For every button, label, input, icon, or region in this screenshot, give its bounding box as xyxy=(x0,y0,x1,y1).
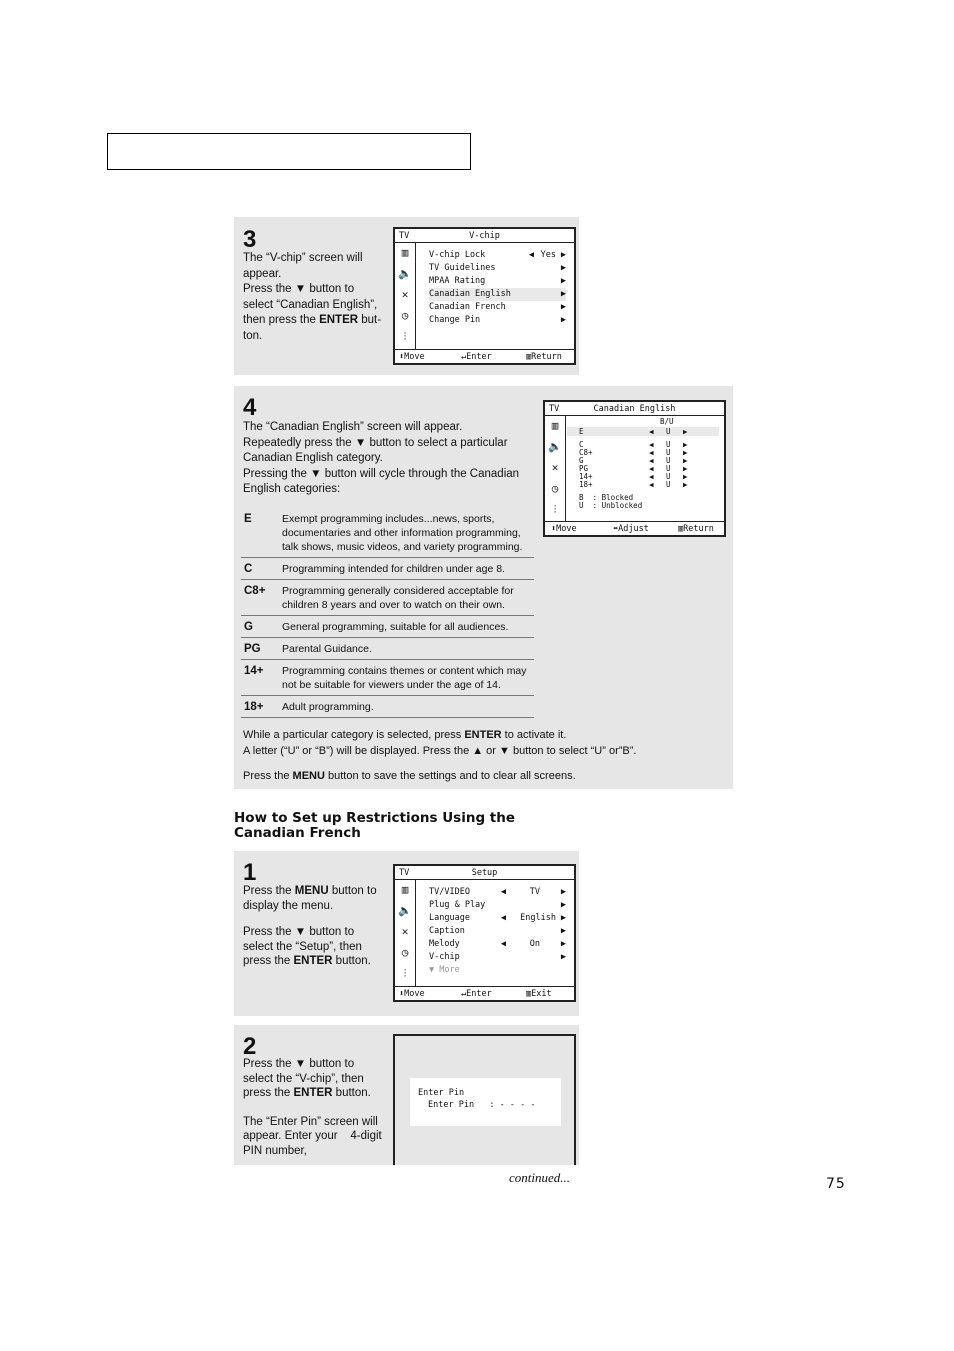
return-hint: ▥Return xyxy=(678,524,714,534)
osd-item: V-chip ▶ xyxy=(429,952,566,962)
osd-item: Plug & Play ▶ xyxy=(429,900,566,910)
step2-number: 2 xyxy=(243,1033,257,1060)
osd-item: Canadian French ▶ xyxy=(429,302,566,312)
antenna-icon: ✕ xyxy=(401,288,409,301)
clock-icon: ◷ xyxy=(551,482,559,495)
osd-title: Canadian English xyxy=(593,404,676,414)
step3-number: 3 xyxy=(243,226,257,253)
rating-row: C ◀ U ▶ xyxy=(579,440,688,449)
osd-item: TV Guidelines ▶ xyxy=(429,263,566,273)
settings-icon: ⫶ xyxy=(553,503,557,516)
header-box xyxy=(107,133,471,170)
enter-hint: ↵Enter xyxy=(461,352,492,362)
tv-menu-icon: ▥ xyxy=(551,419,559,432)
rating-row: G ◀ U ▶ xyxy=(579,456,688,465)
step4-number: 4 xyxy=(243,394,257,421)
osd-tv-label: TV xyxy=(399,231,410,241)
osd-item: TV/VIDEO ◀ TV ▶ xyxy=(429,887,566,897)
adjust-hint: ⬌Adjust xyxy=(613,524,649,534)
canadian-english-osd xyxy=(543,400,726,537)
table-row: 14+ Programming contains themes or content which may not be suitable for viewers under the age of 14. xyxy=(241,660,534,696)
setup-osd xyxy=(393,864,576,1002)
osd-title: V-chip xyxy=(469,231,500,241)
speaker-icon: 🔈 xyxy=(398,904,412,917)
clock-icon: ◷ xyxy=(401,946,409,959)
category-table xyxy=(241,508,534,718)
rating-row: C8+ ◀ U ▶ xyxy=(579,448,688,457)
legend-unblocked: U : Unblocked xyxy=(579,501,643,510)
speaker-icon: 🔈 xyxy=(548,440,562,453)
step2-text: Press the ▼ button to select the “V-chip”, then press the ENTER button. The “Enter Pin” screen will appear. Enter your 4-digit PIN number, xyxy=(243,1058,382,1157)
section-title: How to Set up Restrictions Using the Canadian French xyxy=(234,810,516,841)
exit-hint: ▥Exit xyxy=(526,989,552,999)
enter-pin-screen xyxy=(393,1034,576,1165)
osd-item: Melody ◀ On ▶ xyxy=(429,939,566,949)
enter-pin-label: Enter Pin xyxy=(418,1088,465,1098)
move-hint: ⬍Move xyxy=(551,524,577,534)
rating-row: PG ◀ U ▶ xyxy=(579,464,688,473)
vchip-osd xyxy=(393,227,576,365)
speaker-icon: 🔈 xyxy=(398,267,412,280)
osd-item: Language ◀ English ▶ xyxy=(429,913,566,923)
tv-menu-icon: ▥ xyxy=(401,883,409,896)
tv-menu-icon: ▥ xyxy=(401,246,409,259)
rating-row: E ◀ U ▶ xyxy=(579,427,688,436)
settings-icon: ⫶ xyxy=(403,330,407,343)
osd-more: ▼ More xyxy=(429,965,460,975)
clock-icon: ◷ xyxy=(401,309,409,322)
table-row: 18+ Adult programming. xyxy=(241,696,534,718)
osd-item: Caption ▶ xyxy=(429,926,566,936)
osd-item: V-chip Lock ◀ Yes ▶ xyxy=(429,250,566,260)
step4-after-text: While a particular category is selected, press ENTER to activate it. A letter (“U” or “B”) will be displayed. Press the ▲ or ▼ button to select “U” or”B”. Press the MENU button to save the settings and to clear all screens. xyxy=(243,729,637,782)
return-hint: ▥Return xyxy=(526,352,562,362)
table-row: C Programming intended for children under age 8. xyxy=(241,558,534,580)
antenna-icon: ✕ xyxy=(401,925,409,938)
step1-number: 1 xyxy=(243,859,257,886)
table-row: G General programming, suitable for all audiences. xyxy=(241,616,534,638)
osd-item: MPAA Rating ▶ xyxy=(429,276,566,286)
table-row: C8+ Programming generally considered acceptable for children 8 years and over to watch on their own. xyxy=(241,580,534,616)
move-hint: ⬍Move xyxy=(399,989,425,999)
table-row: E Exempt programming includes...news, sports, documentaries and other information programming, talk shows, music videos, and variety programming. xyxy=(241,508,534,558)
osd-tv-label: TV xyxy=(399,868,410,878)
legend-blocked: B : Blocked xyxy=(579,493,634,502)
step1-text: Press the MENU button to display the menu. Press the ▼ button to select the “Setup”, then press the ENTER button. xyxy=(243,885,377,967)
page-number: 75 xyxy=(826,1176,846,1192)
antenna-icon: ✕ xyxy=(551,461,559,474)
continued-note: continued... xyxy=(509,1170,571,1185)
enter-pin-dialog xyxy=(410,1078,561,1126)
enter-hint: ↵Enter xyxy=(461,989,492,999)
step4-text: The “Canadian English” screen will appear. Repeatedly press the ▼ button to select a particular Canadian English category. Pressing the ▼ button will cycle through the Canadian English categories: xyxy=(243,421,520,495)
settings-icon: ⫶ xyxy=(403,967,407,980)
osd-title: Setup xyxy=(471,868,498,878)
rating-row: 14+ ◀ U ▶ xyxy=(579,472,688,481)
step3-text: The “V-chip” screen will appear. Press the ▼ button to select “Canadian English”, then press the ENTER but- ton. xyxy=(243,252,382,342)
osd-tv-label: TV xyxy=(549,404,560,414)
move-hint: ⬍Move xyxy=(399,352,425,362)
enter-pin-field[interactable]: Enter Pin : - - - - xyxy=(428,1100,536,1110)
bu-header: B/U xyxy=(660,417,674,426)
rating-row: 18+ ◀ U ▶ xyxy=(579,480,688,489)
osd-item-selected: Canadian English ▶ xyxy=(429,289,566,299)
table-row: PG Parental Guidance. xyxy=(241,638,534,660)
osd-item: Change Pin ▶ xyxy=(429,315,566,325)
